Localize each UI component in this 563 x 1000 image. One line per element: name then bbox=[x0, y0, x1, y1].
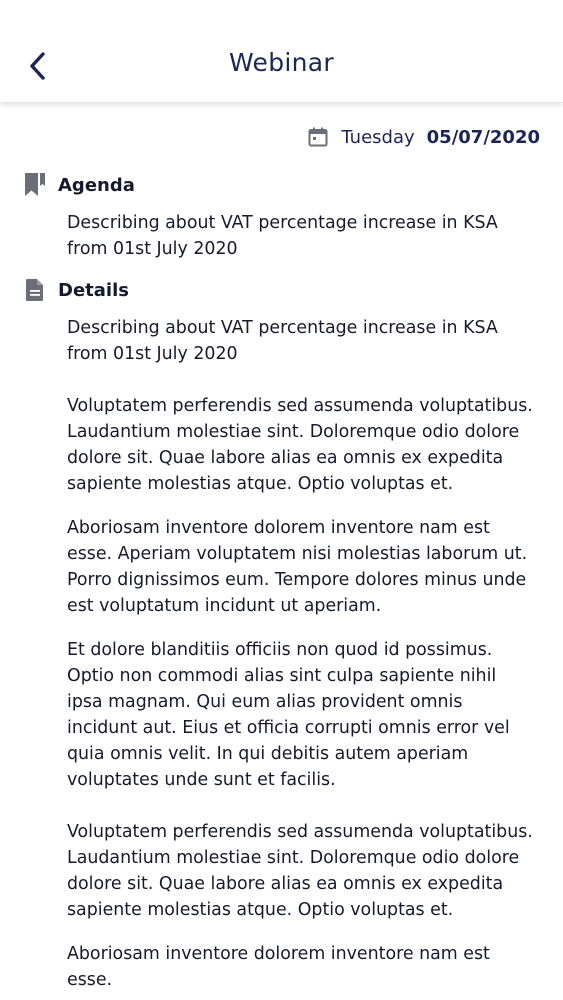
details-body bbox=[67, 315, 537, 1000]
details-paragraph: Et dolore blanditiis officiis non quod id possimus. Optio non commodi alias sint culpa sapiente nihil ipsa magnam. Qui eum alias provident omnis incidunt aut. Eius et officia corrupti omnis error vel quia omnis velit. In qui debitis autem aperiam voluptates unde sunt et facilis. bbox=[67, 640, 510, 790]
date-weekday: Tuesday bbox=[341, 126, 415, 148]
details-paragraph: Aboriosam inventore dolorem inventore nam est esse. Aperiam voluptatem nisi molestias laborum ut. Porro dignissimos eum. Tempore dolores minus unde est voluptatum incidunt ut aperiam. bbox=[67, 518, 528, 616]
document-icon bbox=[22, 277, 48, 303]
bookmark-icon bbox=[22, 172, 48, 198]
details-intro: Describing about VAT percentage increase in KSA from 01st July 2020 bbox=[67, 318, 498, 364]
details-paragraph: Aboriosam inventore dolorem inventore nam est esse. bbox=[67, 944, 490, 990]
details-paragraph: Voluptatem perferendis sed assumenda voluptatibus. Laudantium molestiae sint. Doloremque odio dolore dolore sit. Quae labore alias ea omnis ex expedita sapiente molestias atque. Optio voluptas et. bbox=[67, 396, 533, 494]
page-title: Webinar bbox=[229, 48, 334, 77]
date-value: 05/07/2020 bbox=[426, 126, 540, 148]
details-paragraph: Voluptatem perferendis sed assumenda voluptatibus. Laudantium molestiae sint. Doloremque odio dolore dolore sit. Quae labore alias ea omnis ex expedita sapiente molestias atque. Optio voluptas et. bbox=[67, 822, 533, 920]
details-heading bbox=[22, 277, 129, 303]
date-row bbox=[307, 126, 540, 148]
agenda-heading-label: Agenda bbox=[58, 174, 135, 196]
agenda-heading bbox=[22, 172, 135, 198]
details-heading-label: Details bbox=[58, 279, 129, 301]
webinar-content[interactable] bbox=[0, 104, 563, 1000]
agenda-text: Describing about VAT percentage increase in KSA from 01st July 2020 bbox=[67, 213, 498, 259]
app-bar bbox=[0, 0, 563, 103]
calendar-icon bbox=[307, 126, 329, 148]
